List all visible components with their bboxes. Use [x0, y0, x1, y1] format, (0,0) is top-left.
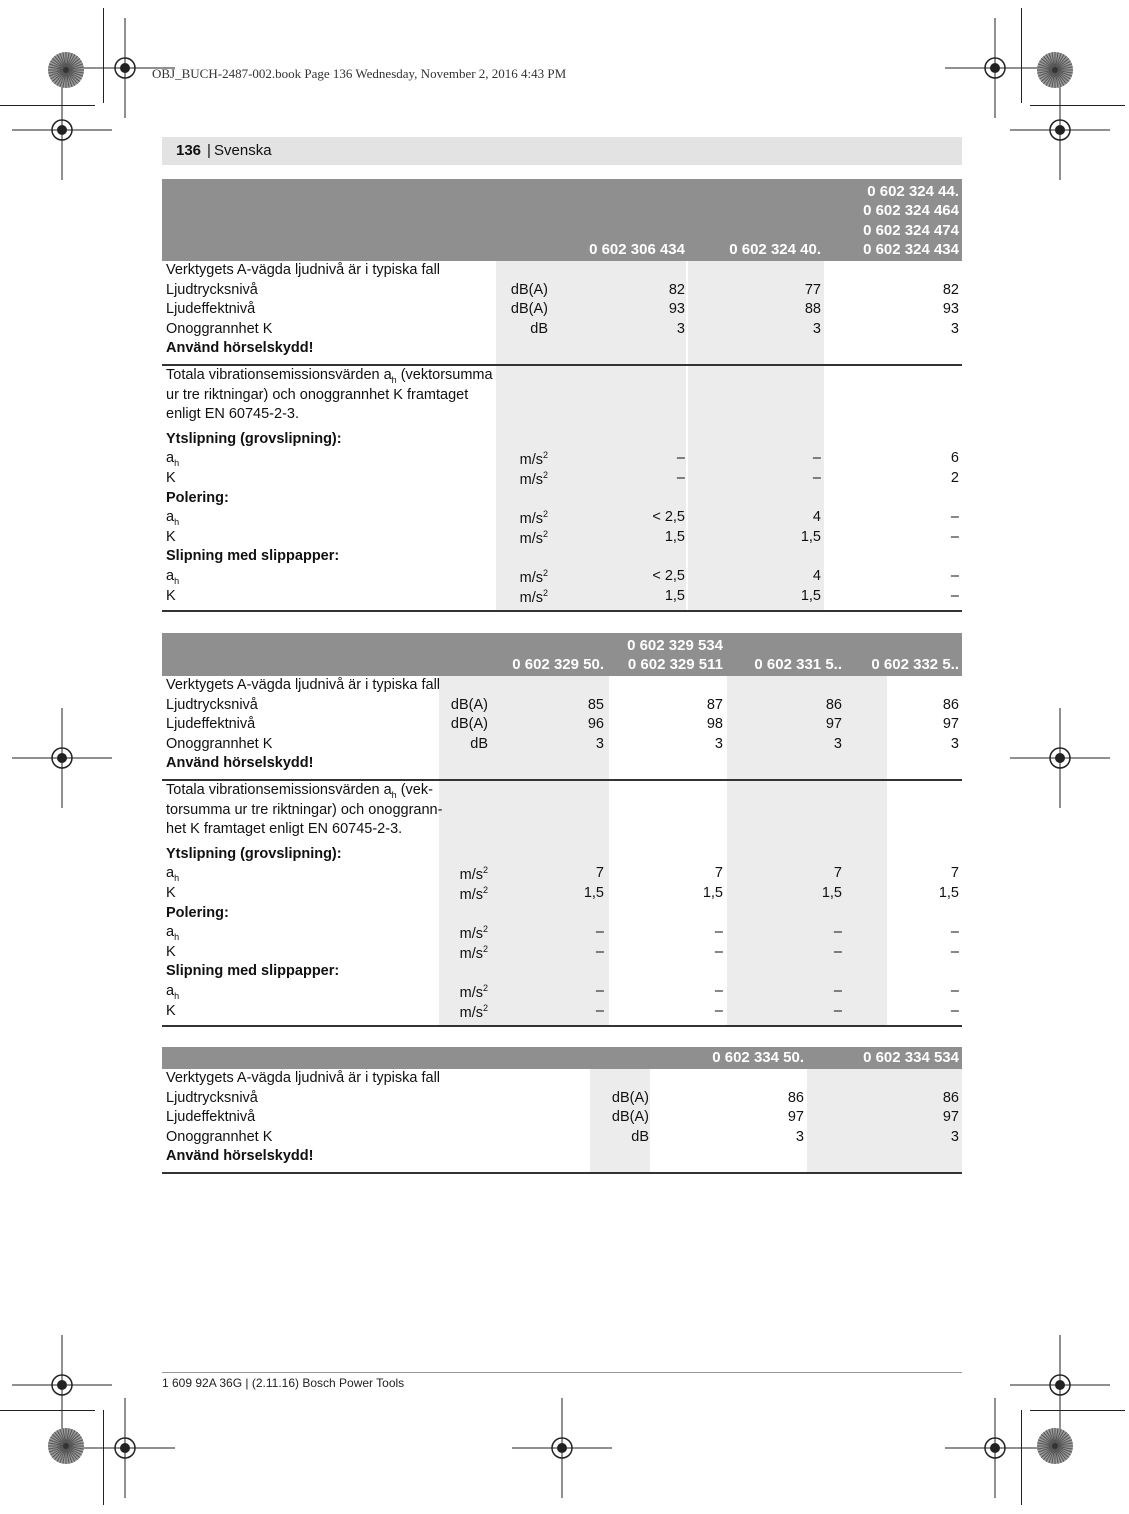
noise-row-value: 3 [795, 1128, 804, 1145]
vibration-row-label: K [166, 470, 176, 486]
vibration-group-title-label: Slipning med slippapper: [166, 963, 340, 980]
print-header: OBJ_BUCH-2487-002.book Page 136 Wednesday, November 2, 2016 4:43 PM [152, 66, 567, 81]
vibration-row-unit: $m/s^2$ [459, 885, 488, 903]
vibration-row-value: 7 [950, 865, 959, 882]
registration-crosshair-icon [7, 75, 117, 185]
vibration-group-title-label: Polering: [166, 489, 229, 506]
noise-row-unit: dB(A) [450, 716, 488, 733]
vibration-row-value: – [833, 924, 842, 941]
vibration-description-line: Totala vibrationsemissionsvärden $a_h$ (vek- [166, 782, 433, 800]
vibration-row-value: – [595, 943, 604, 960]
vibration-row-label: K [166, 885, 176, 901]
vibration-description-line: Totala vibrationsemissionsvärden $a_h$ (vektorsumma [166, 367, 493, 385]
noise-vibration-table-2 [162, 633, 962, 1027]
vibration-row-value: 4 [812, 509, 821, 526]
noise-row-label: Ljudeffektnivå [166, 1109, 256, 1126]
vibration-row-label: $a_h$ [166, 924, 180, 943]
table-header [162, 633, 962, 676]
registration-rosette-icon [46, 1426, 86, 1466]
crop-mark [1021, 8, 1022, 103]
noise-row-label: Onoggrannhet K [166, 1128, 273, 1145]
vibration-row-value: – [950, 924, 959, 941]
registration-rosette-icon [1035, 50, 1075, 90]
noise-row-value: 86 [825, 696, 842, 713]
noise-row-value: 3 [676, 320, 685, 337]
noise-row-value: 77 [804, 281, 821, 298]
noise-row-value: 86 [787, 1089, 804, 1106]
vibration-row-unit: $m/s^2$ [519, 587, 548, 606]
hearing-protection-note-label: Använd hörselskydd! [166, 340, 314, 357]
vibration-row-label: $a_h$ [166, 865, 180, 884]
noise-title-label: Verktygets A-vägda ljudnivå är i typiska fall [166, 677, 441, 693]
noise-row-label: Ljudtrycksnivå [166, 281, 258, 298]
vibration-row-label: $a_h$ [166, 450, 180, 469]
crop-mark [1030, 105, 1125, 106]
vibration-description-line: torsumma ur tre riktningar) och onoggrann- [166, 801, 443, 818]
vibration-row-value: 1,5 [800, 528, 821, 545]
noise-row-unit: dB(A) [611, 1089, 649, 1106]
vibration-row-label: $a_h$ [166, 509, 180, 528]
noise-row-value: 82 [668, 281, 685, 298]
column-header-model: 0 602 331 5.. [754, 656, 842, 674]
page-header-band [162, 137, 962, 165]
crop-mark [1021, 1410, 1022, 1505]
column-header-model: 0 602 334 50. [712, 1049, 804, 1067]
vibration-row-value: – [676, 470, 685, 486]
vibration-row-value: 4 [812, 568, 821, 584]
column-header-model: 0 602 334 534 [863, 1049, 959, 1067]
vibration-group-title-label: Polering: [166, 904, 229, 921]
vibration-row-value: 1,5 [821, 885, 842, 901]
noise-row-unit: dB [631, 1128, 649, 1145]
vibration-row-value: – [714, 983, 723, 999]
table-bottom-rule [162, 1025, 962, 1027]
vibration-row-value: – [950, 568, 959, 584]
column-header-model: 0 602 324 44. 0 602 324 464 0 602 324 474 0 602 324 434 [863, 182, 959, 259]
vibration-row-label: K [166, 528, 176, 545]
vibration-row-value: – [950, 528, 959, 545]
noise-row-label: Ljudtrycksnivå [166, 1089, 258, 1106]
crop-mark [0, 1410, 95, 1411]
vibration-group-title-label: Ytslipning (grovslipning): [166, 845, 342, 862]
vibration-row-value: < 2,5 [652, 568, 685, 584]
noise-row-value: 3 [950, 1128, 959, 1145]
vibration-row-value: 7 [714, 865, 723, 882]
vibration-row-value: 2 [950, 470, 959, 486]
vibration-row-value: 7 [595, 865, 604, 882]
vibration-row-label: $a_h$ [166, 568, 180, 586]
vibration-row-value: – [950, 509, 959, 526]
noise-row-value: 82 [942, 281, 959, 298]
noise-row-value: 97 [825, 716, 842, 733]
page-number: 136 [176, 142, 202, 159]
shaded-column [727, 676, 887, 1027]
vibration-row-value: – [676, 450, 685, 467]
noise-table-3 [162, 1047, 962, 1173]
noise-row-unit: dB(A) [510, 281, 548, 298]
noise-row-value: 98 [706, 716, 723, 733]
vibration-row-value: – [950, 983, 959, 999]
vibration-row-unit: $m/s^2$ [459, 983, 488, 1001]
vibration-row-unit: $m/s^2$ [459, 1002, 488, 1021]
registration-crosshair-icon [1005, 703, 1115, 813]
vibration-description-line: ur tre riktningar) och onoggrannhet K framtaget [166, 386, 469, 403]
vibration-row-value: – [833, 943, 842, 960]
vibration-row-value: 1,5 [664, 587, 685, 604]
vibration-row-value: 1,5 [938, 885, 959, 901]
section-rule [162, 1172, 962, 1174]
noise-row-value: 3 [950, 735, 959, 752]
page-language: Svenska [214, 142, 272, 159]
shaded-column [688, 261, 824, 612]
noise-row-unit: dB [470, 735, 488, 752]
crop-mark [0, 105, 95, 106]
noise-row-value: 93 [668, 301, 685, 318]
vibration-row-label: K [166, 1002, 176, 1019]
table-header [162, 1047, 962, 1069]
noise-title-label: Verktygets A-vägda ljudnivå är i typiska fall [166, 262, 441, 278]
shaded-column [807, 1069, 962, 1173]
noise-row-value: 87 [706, 696, 723, 713]
noise-row-value: 88 [804, 301, 821, 318]
vibration-row-unit: $m/s^2$ [519, 509, 548, 528]
noise-row-value: 97 [942, 716, 959, 733]
noise-row-value: 3 [833, 735, 842, 752]
crop-mark [103, 1410, 104, 1505]
noise-row-label: Onoggrannhet K [166, 320, 273, 337]
noise-row-label: Ljudtrycksnivå [166, 696, 258, 713]
footer-rule [162, 1372, 962, 1373]
hearing-protection-note-label: Använd hörselskydd! [166, 755, 314, 772]
vibration-row-unit: $m/s^2$ [519, 450, 548, 469]
vibration-row-value: – [950, 587, 959, 604]
vibration-row-unit: $m/s^2$ [519, 528, 548, 547]
column-header-model: 0 602 329 50. [512, 656, 604, 674]
noise-row-unit: dB(A) [450, 696, 488, 713]
vibration-row-value: 7 [833, 865, 842, 882]
column-header-model: 0 602 332 5.. [871, 656, 959, 674]
noise-row-unit: dB(A) [611, 1109, 649, 1126]
vibration-row-label: K [166, 587, 176, 604]
vibration-row-value: 1,5 [702, 885, 723, 901]
vibration-row-value: 1,5 [583, 885, 604, 901]
registration-crosshair-icon [507, 1393, 617, 1503]
vibration-row-value: – [950, 1002, 959, 1019]
vibration-description-line: enligt EN 60745-2-3. [166, 406, 299, 423]
noise-row-value: 97 [942, 1109, 959, 1126]
vibration-row-value: – [595, 1002, 604, 1019]
vibration-row-unit: $m/s^2$ [519, 568, 548, 586]
page-footer: 1 609 92A 36G | (2.11.16) Bosch Power Tools [162, 1376, 405, 1390]
vibration-group-title-label: Ytslipning (grovslipning): [166, 430, 342, 447]
column-header-model: 0 602 306 434 [589, 241, 685, 259]
noise-row-value: 93 [942, 301, 959, 318]
vibration-row-value: – [714, 1002, 723, 1019]
vibration-row-value: – [595, 983, 604, 999]
vibration-row-value: < 2,5 [652, 509, 685, 526]
vibration-row-value: – [595, 924, 604, 941]
vibration-row-value: – [833, 1002, 842, 1019]
column-header-model: 0 602 324 40. [729, 241, 821, 259]
vibration-row-unit: $m/s^2$ [459, 865, 488, 884]
registration-crosshair-icon [7, 703, 117, 813]
table-bottom-rule [162, 610, 962, 612]
crop-mark [1030, 1410, 1125, 1411]
page-header-separator: | [207, 142, 211, 159]
vibration-row-value: 1,5 [664, 528, 685, 545]
registration-rosette-icon [46, 50, 86, 90]
noise-row-label: Onoggrannhet K [166, 735, 273, 752]
noise-vibration-table-1 [162, 179, 962, 612]
vibration-row-value: – [812, 470, 821, 486]
vibration-row-unit: $m/s^2$ [459, 943, 488, 962]
hearing-protection-note-label: Använd hörselskydd! [166, 1148, 314, 1165]
noise-row-label: Ljudeffektnivå [166, 716, 256, 733]
noise-row-value: 3 [595, 735, 604, 752]
vibration-description-line: het K framtaget enligt EN 60745-2-3. [166, 821, 403, 838]
noise-row-label: Ljudeffektnivå [166, 301, 256, 318]
noise-row-value: 85 [587, 696, 604, 713]
noise-row-value: 86 [942, 696, 959, 713]
noise-row-value: 3 [950, 320, 959, 337]
vibration-row-unit: $m/s^2$ [459, 924, 488, 943]
vibration-row-value: 1,5 [800, 587, 821, 604]
noise-row-value: 96 [587, 716, 604, 733]
vibration-row-value: – [950, 943, 959, 960]
noise-row-value: 3 [812, 320, 821, 337]
vibration-row-value: 6 [950, 450, 959, 467]
vibration-row-label: $a_h$ [166, 983, 180, 1001]
noise-row-value: 97 [787, 1109, 804, 1126]
noise-row-unit: dB(A) [510, 301, 548, 318]
vibration-row-value: – [833, 983, 842, 999]
vibration-row-unit: $m/s^2$ [519, 470, 548, 488]
noise-row-unit: dB [530, 320, 548, 337]
table-header [162, 179, 962, 261]
vibration-row-label: K [166, 943, 176, 960]
registration-rosette-icon [1035, 1426, 1075, 1466]
vibration-row-value: – [714, 924, 723, 941]
noise-row-value: 86 [942, 1089, 959, 1106]
vibration-group-title-label: Slipning med slippapper: [166, 548, 340, 565]
noise-row-value: 3 [714, 735, 723, 752]
vibration-row-value: – [812, 450, 821, 467]
noise-title-label: Verktygets A-vägda ljudnivå är i typiska fall [166, 1070, 441, 1086]
column-header-model: 0 602 329 534 0 602 329 511 [627, 636, 723, 674]
vibration-row-value: – [714, 943, 723, 960]
crop-mark [103, 8, 104, 103]
